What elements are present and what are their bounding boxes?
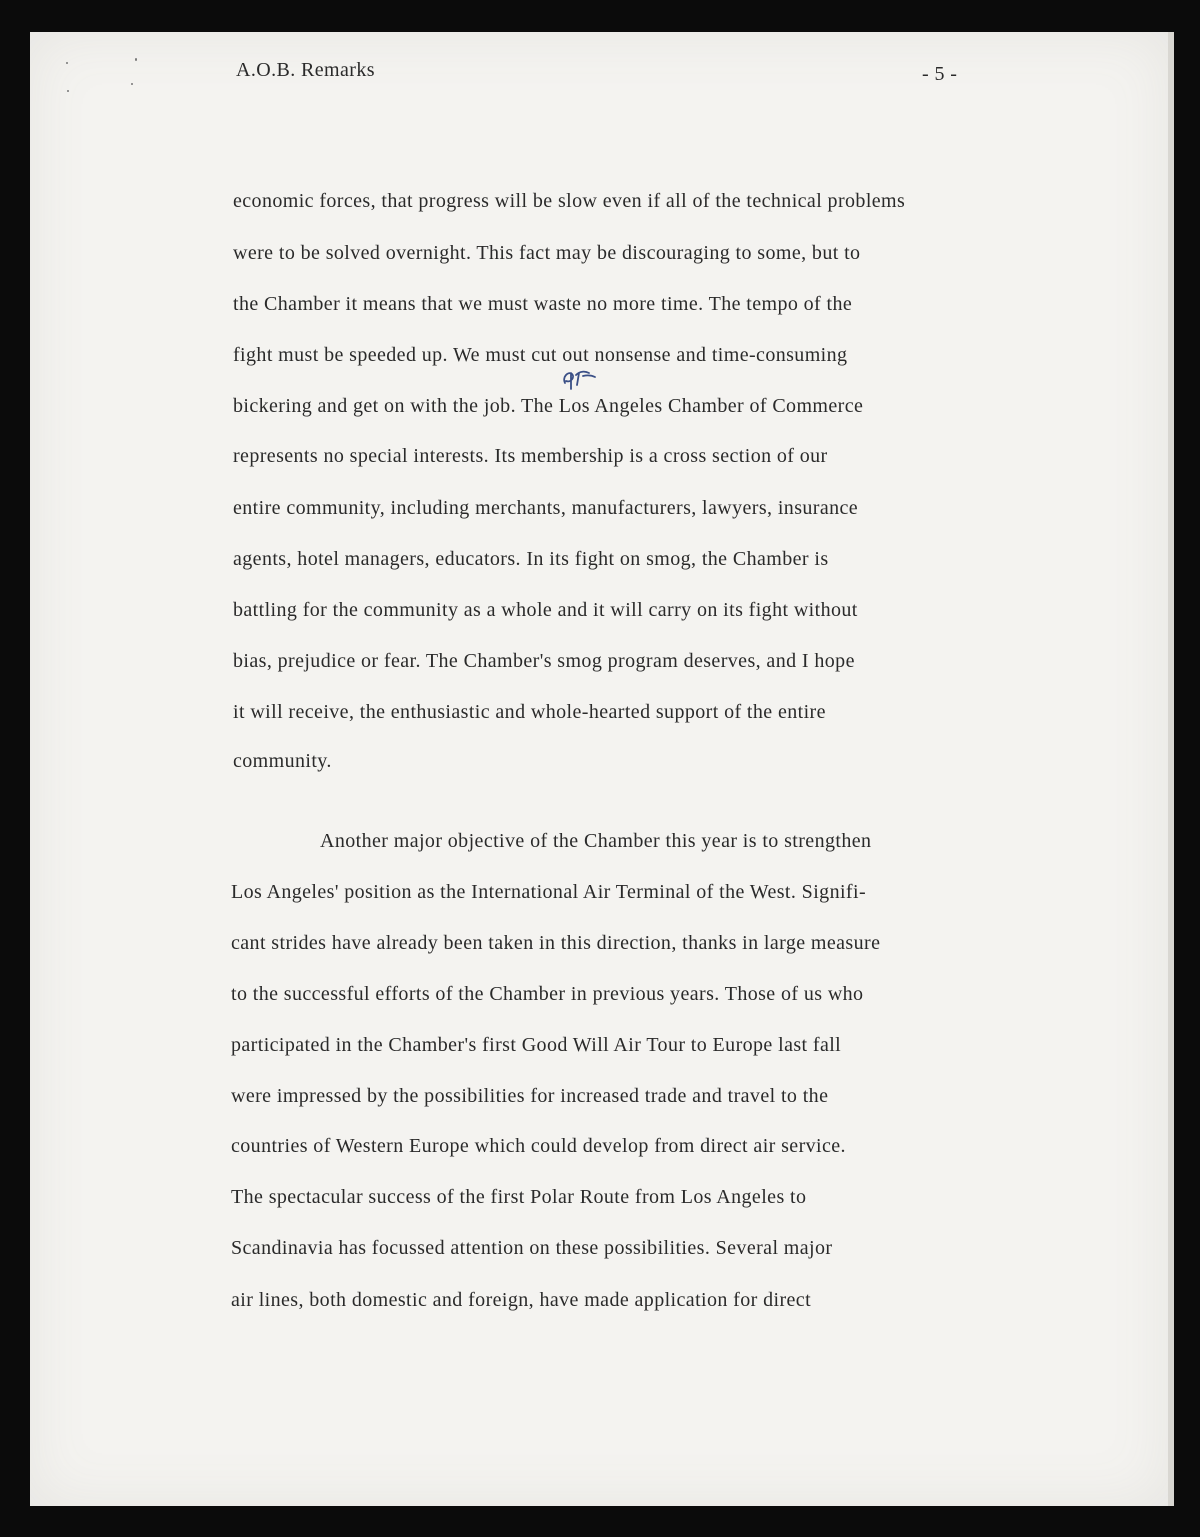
scan-speck [66, 62, 68, 64]
handwritten-insert-mark-icon [559, 365, 599, 395]
scan-speck [135, 58, 137, 61]
paragraph-2-line: cant strides have already been taken in this direction, thanks in large measure [231, 932, 881, 954]
paragraph-2-line: Another major objective of the Chamber this year is to strengthen [320, 830, 872, 852]
paragraph-1-line: bias, prejudice or fear. The Chamber's smog program deserves, and I hope [233, 650, 855, 672]
document-header-title: A.O.B. Remarks [236, 59, 375, 81]
paragraph-2-line: Los Angeles' position as the International Air Terminal of the West. Signifi- [231, 881, 866, 903]
paragraph-1-line: it will receive, the enthusiastic and whole-hearted support of the entire [233, 701, 826, 723]
paragraph-1-line: agents, hotel managers, educators. In its fight on smog, the Chamber is [233, 548, 829, 570]
paragraph-2-line: participated in the Chamber's first Good Will Air Tour to Europe last fall [231, 1034, 842, 1056]
paragraph-2-line: air lines, both domestic and foreign, have made application for direct [231, 1289, 812, 1311]
scan-speck [67, 90, 69, 92]
paragraph-2-line: were impressed by the possibilities for increased trade and travel to the [231, 1085, 829, 1107]
paragraph-2-line: countries of Western Europe which could develop from direct air service. [231, 1135, 846, 1157]
paragraph-2-line: to the successful efforts of the Chamber in previous years. Those of us who [231, 983, 864, 1005]
scan-speck [131, 83, 133, 85]
paragraph-1-line: fight must be speeded up. We must cut out nonsense and time-consuming [233, 344, 848, 366]
page-number: - 5 - [922, 63, 958, 85]
paragraph-2-line: The spectacular success of the first Polar Route from Los Angeles to [231, 1186, 807, 1208]
page-edge [1168, 32, 1174, 1506]
paragraph-2-line: Scandinavia has focussed attention on these possibilities. Several major [231, 1237, 833, 1259]
paragraph-1-line: the Chamber it means that we must waste no more time. The tempo of the [233, 293, 853, 315]
paragraph-1-line: bickering and get on with the job. The Los Angeles Chamber of Commerce [233, 395, 864, 417]
paragraph-1-line: were to be solved overnight. This fact may be discouraging to some, but to [233, 242, 861, 264]
paragraph-1-line: entire community, including merchants, manufacturers, lawyers, insurance [233, 497, 859, 519]
paragraph-1-line: battling for the community as a whole and it will carry on its fight without [233, 599, 858, 621]
paragraph-1-line: represents no special interests. Its membership is a cross section of our [233, 445, 828, 467]
paragraph-1-line: community. [233, 750, 332, 772]
paragraph-1-line: economic forces, that progress will be slow even if all of the technical problems [233, 190, 906, 212]
